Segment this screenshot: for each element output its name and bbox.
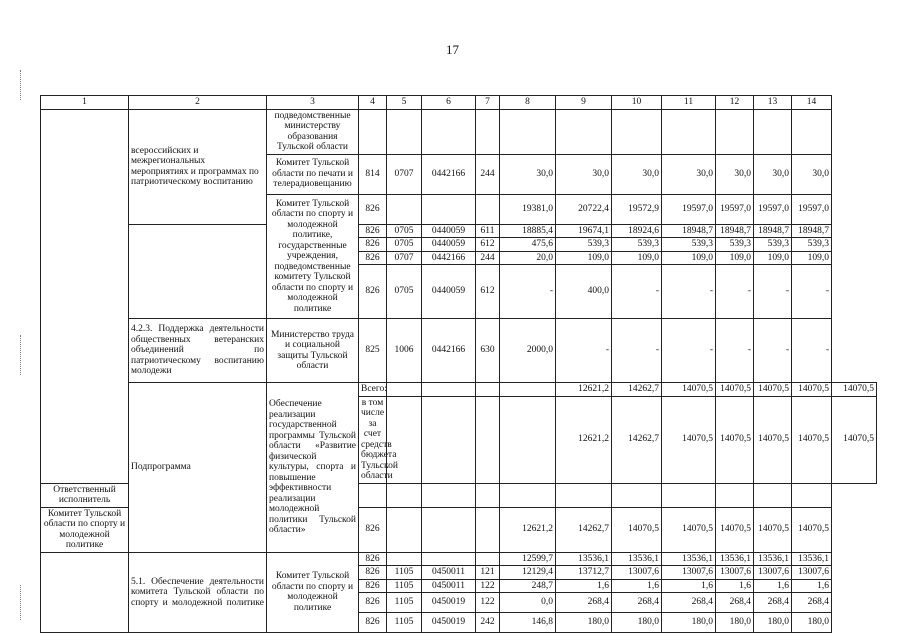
value-cell: 19597,0	[754, 194, 792, 224]
code-cell	[387, 507, 422, 552]
value-cell: 13536,1	[716, 552, 754, 566]
code-cell: 1006	[387, 319, 422, 383]
header-col-12: 12	[716, 96, 754, 110]
value-cell: 18948,7	[716, 224, 754, 238]
value-cell: 1,6	[754, 579, 792, 593]
value-cell: 268,4	[754, 593, 792, 613]
value-cell: -	[754, 265, 792, 319]
value-cell: 109,0	[556, 251, 612, 265]
empty-cell	[792, 109, 832, 154]
value-cell: 268,4	[792, 593, 832, 613]
value-cell: 19381,0	[500, 194, 556, 224]
code-cell	[476, 194, 500, 224]
value-cell: 30,0	[716, 154, 754, 194]
header-col-7: 7	[476, 96, 500, 110]
code-cell: 1105	[387, 613, 422, 633]
code-cell: 1105	[387, 593, 422, 613]
code-cell	[387, 552, 422, 566]
value-cell: 13007,6	[612, 566, 662, 580]
value-cell: 180,0	[792, 613, 832, 633]
value-cell: -	[556, 319, 612, 383]
value-cell: 30,0	[556, 154, 612, 194]
value-cell: 109,0	[716, 251, 754, 265]
value-cell: 19597,0	[716, 194, 754, 224]
value-cell: 13007,6	[754, 566, 792, 580]
value-cell: 14070,5	[662, 383, 716, 397]
code-cell: 0442166	[422, 319, 476, 383]
header-col-11: 11	[662, 96, 716, 110]
value-cell: 14070,5	[612, 507, 662, 552]
executor-cell: подведомственные министерству образования Тульской области	[267, 109, 359, 154]
empty-cell	[476, 109, 500, 154]
value-cell: 539,3	[556, 238, 612, 252]
code-cell: 242	[476, 613, 500, 633]
code-cell: 826	[359, 566, 387, 580]
value-cell: 13536,1	[754, 552, 792, 566]
value-cell: 14070,5	[716, 507, 754, 552]
table-row	[41, 552, 877, 566]
value-cell: 109,0	[612, 251, 662, 265]
header-col-14: 14	[792, 96, 832, 110]
value-cell: 109,0	[662, 251, 716, 265]
value-cell: 268,4	[612, 593, 662, 613]
col1-cell	[41, 109, 129, 483]
code-cell: 0705	[387, 238, 422, 252]
value-cell: 14070,5	[662, 396, 716, 483]
code-cell	[422, 507, 476, 552]
value-cell: -	[662, 319, 716, 383]
value-cell: 2000,0	[500, 319, 556, 383]
value-cell: 109,0	[792, 251, 832, 265]
code-cell: 0705	[387, 224, 422, 238]
empty-cell	[612, 109, 662, 154]
code-cell: 0442166	[422, 251, 476, 265]
table-row	[41, 224, 877, 238]
value-cell: 14070,5	[754, 383, 792, 397]
code-cell: 0440059	[422, 265, 476, 319]
code-cell: 1105	[387, 579, 422, 593]
margin-mark	[20, 70, 23, 100]
value-cell: 539,3	[792, 238, 832, 252]
value-cell: 30,0	[500, 154, 556, 194]
code-cell: 122	[476, 579, 500, 593]
code-cell	[387, 383, 422, 397]
value-cell: 180,0	[556, 613, 612, 633]
value-cell: 14070,5	[832, 383, 877, 397]
value-cell: 30,0	[612, 154, 662, 194]
code-cell	[387, 194, 422, 224]
value-cell: 13536,1	[792, 552, 832, 566]
value-cell: -	[792, 265, 832, 319]
header-col-6: 6	[422, 96, 476, 110]
table-row	[41, 109, 877, 154]
header-col-1: 1	[41, 96, 129, 110]
value-cell: 248,7	[500, 579, 556, 593]
code-cell: 814	[359, 154, 387, 194]
value-cell: 268,4	[662, 593, 716, 613]
empty-cell	[422, 483, 476, 507]
value-cell: 19572,9	[612, 194, 662, 224]
value-cell: 539,3	[612, 238, 662, 252]
value-cell: 0,0	[500, 593, 556, 613]
executor-cell: Комитет Тульской области по спорту и молодежной политике	[41, 507, 129, 552]
code-cell	[476, 383, 500, 397]
executor-cell: Комитет Тульской области по печати и телерадиовещанию	[267, 154, 359, 194]
empty-cell	[387, 483, 422, 507]
empty-cell	[359, 483, 387, 507]
code-cell: 612	[476, 238, 500, 252]
code-cell: 244	[476, 251, 500, 265]
code-cell: 612	[476, 265, 500, 319]
value-cell: 1,6	[716, 579, 754, 593]
value-cell: 14070,5	[792, 383, 832, 397]
value-cell: 14070,5	[662, 507, 716, 552]
value-cell: 12129,4	[500, 566, 556, 580]
code-cell	[422, 552, 476, 566]
value-cell: 180,0	[662, 613, 716, 633]
header-col-3: 3	[267, 96, 359, 110]
value-cell: 30,0	[754, 154, 792, 194]
empty-cell	[556, 109, 612, 154]
value-cell: -	[500, 265, 556, 319]
event-name: 4.2.3. Поддержка деятельности общественных ветеранских объединений по патриотическому воспитанию молодежи	[129, 319, 267, 383]
code-cell	[476, 396, 500, 483]
value-cell: 13007,6	[662, 566, 716, 580]
header-col-4: 4	[359, 96, 387, 110]
value-cell: 30,0	[792, 154, 832, 194]
empty-cell	[387, 109, 422, 154]
value-cell: 268,4	[716, 593, 754, 613]
value-cell: -	[612, 265, 662, 319]
value-cell: 146,8	[500, 613, 556, 633]
value-cell: -	[662, 265, 716, 319]
value-cell: 14070,5	[792, 396, 832, 483]
code-cell: 826	[359, 552, 387, 566]
col1-cell	[41, 552, 129, 633]
value-cell: 1,6	[662, 579, 716, 593]
value-cell: 14070,5	[754, 507, 792, 552]
value-cell: 13007,6	[716, 566, 754, 580]
empty-cell	[422, 109, 476, 154]
margin-mark	[20, 585, 23, 620]
value-cell: 19597,0	[792, 194, 832, 224]
value-cell: 400,0	[556, 265, 612, 319]
value-cell: 109,0	[754, 251, 792, 265]
value-cell: 12621,2	[500, 507, 556, 552]
header-col-8: 8	[500, 96, 556, 110]
code-cell: 0450019	[422, 593, 476, 613]
code-cell	[422, 383, 476, 397]
event-name	[129, 224, 267, 319]
header-col-5: 5	[387, 96, 422, 110]
executor-cell: Всего:	[359, 383, 387, 397]
code-cell	[422, 194, 476, 224]
value-cell: 18948,7	[754, 224, 792, 238]
code-cell: 826	[359, 251, 387, 265]
empty-cell	[612, 483, 662, 507]
header-col-10: 10	[612, 96, 662, 110]
code-cell	[500, 383, 556, 397]
code-cell: 825	[359, 319, 387, 383]
code-cell: 826	[359, 194, 387, 224]
code-cell: 826	[359, 224, 387, 238]
executor-cell: Министерство труда и социальной защиты Тульской области	[267, 319, 359, 383]
executor-cell: Ответственный исполнитель	[41, 483, 129, 507]
value-cell: 19674,1	[556, 224, 612, 238]
empty-cell	[662, 109, 716, 154]
code-cell: 826	[359, 238, 387, 252]
table-row	[41, 319, 877, 383]
code-cell: 826	[359, 593, 387, 613]
code-cell	[476, 552, 500, 566]
subprogram-name: Обеспечение реализации государственной программы Тульской области «Развитие физической культуры, спорта и повышение эффективности реализации молодежной политики Тульской области»	[267, 383, 359, 553]
value-cell: 180,0	[716, 613, 754, 633]
value-cell: 14070,5	[716, 383, 754, 397]
value-cell: 20722,4	[556, 194, 612, 224]
empty-cell	[476, 483, 500, 507]
table-row	[41, 383, 877, 397]
value-cell: 18885,4	[500, 224, 556, 238]
value-cell: -	[792, 319, 832, 383]
value-cell: 12621,2	[556, 396, 612, 483]
table-header	[41, 96, 877, 110]
empty-cell	[754, 109, 792, 154]
value-cell: 12599,7	[500, 552, 556, 566]
margin-mark	[20, 335, 23, 375]
code-cell: 0450011	[422, 579, 476, 593]
subprogram-label: Подпрограмма	[129, 383, 267, 553]
executor-cell: в том числе за счет средств бюджета Тульской области	[359, 396, 387, 483]
code-cell	[500, 396, 556, 483]
value-cell: 14070,5	[716, 396, 754, 483]
code-cell: 630	[476, 319, 500, 383]
code-cell: 826	[359, 507, 387, 552]
code-cell: 0440059	[422, 238, 476, 252]
code-cell: 0450011	[422, 566, 476, 580]
code-cell: 0707	[387, 154, 422, 194]
value-cell: 539,3	[754, 238, 792, 252]
value-cell: 180,0	[754, 613, 792, 633]
header-col-2: 2	[129, 96, 267, 110]
header-col-13: 13	[754, 96, 792, 110]
value-cell: 13712,7	[556, 566, 612, 580]
value-cell: -	[716, 319, 754, 383]
code-cell: 0707	[387, 251, 422, 265]
value-cell: 19597,0	[662, 194, 716, 224]
code-cell: 121	[476, 566, 500, 580]
code-cell: 826	[359, 613, 387, 633]
value-cell: 18948,7	[662, 224, 716, 238]
event-name: 5.1. Обеспечение деятельности комитета Тульской области по спорту и молодежной политике	[129, 552, 267, 633]
budget-table	[40, 95, 877, 633]
empty-cell	[716, 109, 754, 154]
value-cell: 13536,1	[612, 552, 662, 566]
empty-cell	[792, 483, 832, 507]
empty-cell	[359, 109, 387, 154]
value-cell: -	[612, 319, 662, 383]
code-cell: 0440059	[422, 224, 476, 238]
value-cell: 14070,5	[792, 507, 832, 552]
value-cell: 14262,7	[612, 396, 662, 483]
event-name: всероссийских и межрегиональных мероприятиях и программах по патриотическому воспитанию	[129, 109, 267, 224]
value-cell: 539,3	[716, 238, 754, 252]
empty-cell	[500, 483, 556, 507]
value-cell: 475,6	[500, 238, 556, 252]
empty-cell	[556, 483, 612, 507]
value-cell: 1,6	[556, 579, 612, 593]
value-cell: -	[754, 319, 792, 383]
executor-cell: Комитет Тульской области по спорту и молодежной политике	[267, 552, 359, 633]
value-cell: 539,3	[662, 238, 716, 252]
code-cell: 1105	[387, 566, 422, 580]
value-cell: 14070,5	[754, 396, 792, 483]
value-cell: 13536,1	[556, 552, 612, 566]
empty-cell	[716, 483, 754, 507]
header-col-9: 9	[556, 96, 612, 110]
code-cell: 0450019	[422, 613, 476, 633]
code-cell: 244	[476, 154, 500, 194]
code-cell	[422, 396, 476, 483]
value-cell: 268,4	[556, 593, 612, 613]
value-cell: 18948,7	[792, 224, 832, 238]
value-cell: 1,6	[792, 579, 832, 593]
value-cell: 30,0	[662, 154, 716, 194]
page-number: 17	[446, 42, 459, 57]
executor-cell: Комитет Тульской области по спорту и молодежной политике, государственные учреждения, подведомственные комитету Тульской области по спорту и молодежной политике	[267, 194, 359, 319]
empty-cell	[754, 483, 792, 507]
code-cell: 122	[476, 593, 500, 613]
value-cell: 13536,1	[662, 552, 716, 566]
value-cell: 1,6	[612, 579, 662, 593]
code-cell: 826	[359, 579, 387, 593]
value-cell: 13007,6	[792, 566, 832, 580]
code-cell: 826	[359, 265, 387, 319]
value-cell: 12621,2	[556, 383, 612, 397]
value-cell: -	[716, 265, 754, 319]
empty-cell	[500, 109, 556, 154]
value-cell: 180,0	[612, 613, 662, 633]
code-cell: 0442166	[422, 154, 476, 194]
code-cell	[476, 507, 500, 552]
value-cell: 14070,5	[832, 396, 877, 483]
empty-cell	[662, 483, 716, 507]
value-cell: 14262,7	[612, 383, 662, 397]
value-cell: 20,0	[500, 251, 556, 265]
code-cell: 611	[476, 224, 500, 238]
value-cell: 14262,7	[556, 507, 612, 552]
value-cell: 18924,6	[612, 224, 662, 238]
code-cell: 0705	[387, 265, 422, 319]
